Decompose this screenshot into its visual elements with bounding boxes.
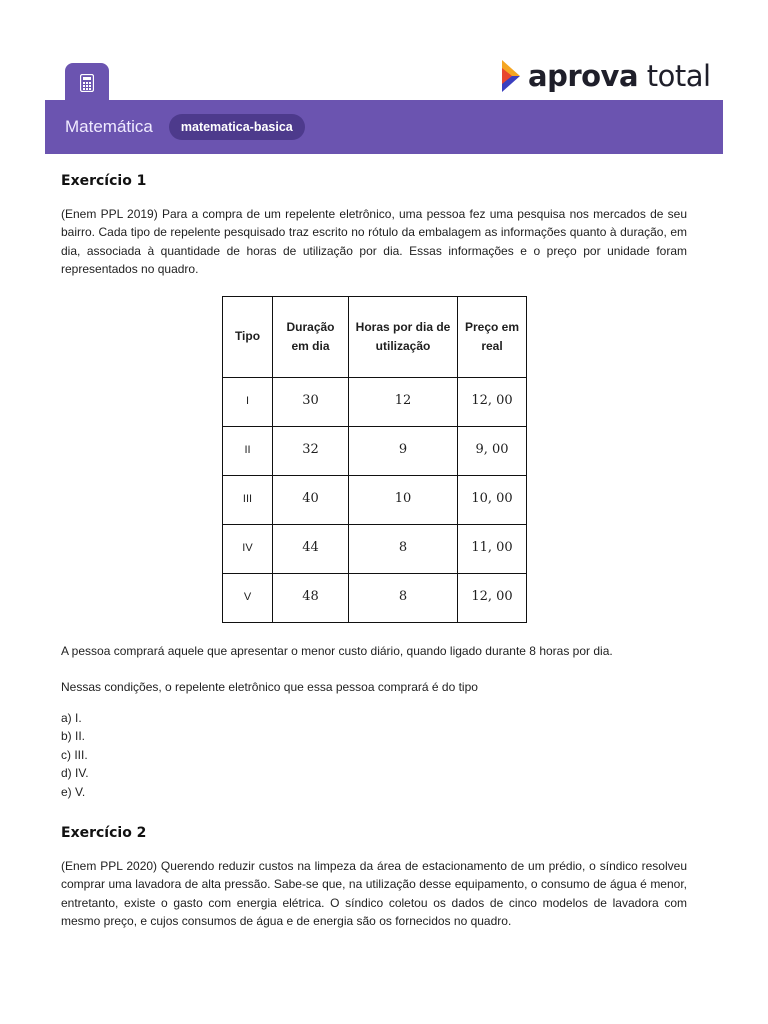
cell-preco: 11, 00 <box>458 524 527 573</box>
option-b[interactable]: b) II. <box>61 729 86 743</box>
cell-horas: 8 <box>349 524 458 573</box>
cell-horas: 9 <box>349 426 458 475</box>
header-tipo: Tipo <box>223 296 273 377</box>
option-a[interactable]: a) I. <box>61 710 82 725</box>
main-content <box>61 170 687 931</box>
cell-tipo: III <box>223 475 273 524</box>
table-row <box>223 524 527 573</box>
cell-tipo: I <box>223 377 273 426</box>
table-row <box>223 475 527 524</box>
header-preco: Preço em real <box>458 296 527 377</box>
exercise-1-title: Exercício 1 <box>61 173 147 189</box>
table-header-row <box>223 296 527 377</box>
cell-preco: 12, 00 <box>458 377 527 426</box>
option-d[interactable]: d) IV. <box>61 766 89 780</box>
option-e[interactable]: e) V. <box>61 784 86 799</box>
cell-preco: 9, 00 <box>458 426 527 475</box>
cell-duracao: 32 <box>273 426 349 475</box>
cell-duracao: 40 <box>273 475 349 524</box>
calculator-icon <box>80 74 94 92</box>
exercise-1-statement: A pessoa comprará aquele que apresentar o menor custo diário, quando ligado durante 8 horas por dia. <box>61 643 613 658</box>
cell-tipo: IV <box>223 524 273 573</box>
cell-duracao: 44 <box>273 524 349 573</box>
cell-tipo: II <box>223 426 273 475</box>
repellent-table <box>222 296 527 623</box>
cell-preco: 10, 00 <box>458 475 527 524</box>
table-row <box>223 573 527 622</box>
header-horas: Horas por dia de utilização <box>349 296 458 377</box>
brand-logo <box>500 58 711 94</box>
exercise-2-title: Exercício 2 <box>61 825 147 841</box>
logo-mark-icon <box>500 58 522 94</box>
subject-title: Matemática <box>65 117 153 136</box>
cell-preco: 12, 00 <box>458 573 527 622</box>
exercise-1-intro: (Enem PPL 2019) Para a compra de um repelente eletrônico, uma pessoa fez uma pesquisa nos mercados de seu bairro. Cada tipo de repelente pesquisado traz escrito no rótulo da embalagem as informações quanto à duração, em dia, associada à quantidade de horas de utilização por dia. Essas informações e o preço por unidade foram representados no quadro. <box>61 206 687 276</box>
option-c[interactable]: c) III. <box>61 747 88 762</box>
header-duracao: Duração em dia <box>273 296 349 377</box>
subject-banner <box>45 100 723 154</box>
cell-duracao: 48 <box>273 573 349 622</box>
answer-options <box>61 709 687 802</box>
logo-text <box>528 59 711 93</box>
cell-horas: 12 <box>349 377 458 426</box>
cell-horas: 8 <box>349 573 458 622</box>
logo-text-light: total <box>646 59 711 93</box>
table-row <box>223 426 527 475</box>
exercise-1-question: Nessas condições, o repelente eletrônico que essa pessoa comprará é do tipo <box>61 680 478 694</box>
topic-tag: matematica-basica <box>169 114 305 140</box>
table-row <box>223 377 527 426</box>
cell-tipo: V <box>223 573 273 622</box>
exercise-2-intro: (Enem PPL 2020) Querendo reduzir custos na limpeza da área de estacionamento de um prédio, o síndico resolveu comprar uma lavadora de alta pressão. Sabe-se que, na utilização desse equipamento, o consumo de água é menor, entretanto, existe o gasto com energia elétrica. O síndico coletou os dados de cinco modelos de lavadora com mesmo preço, e cujos consumos de água e de energia são os fornecidos no quadro. <box>61 858 687 928</box>
cell-horas: 10 <box>349 475 458 524</box>
logo-text-bold: aprova <box>528 59 639 93</box>
calculator-tab <box>65 63 109 103</box>
cell-duracao: 30 <box>273 377 349 426</box>
